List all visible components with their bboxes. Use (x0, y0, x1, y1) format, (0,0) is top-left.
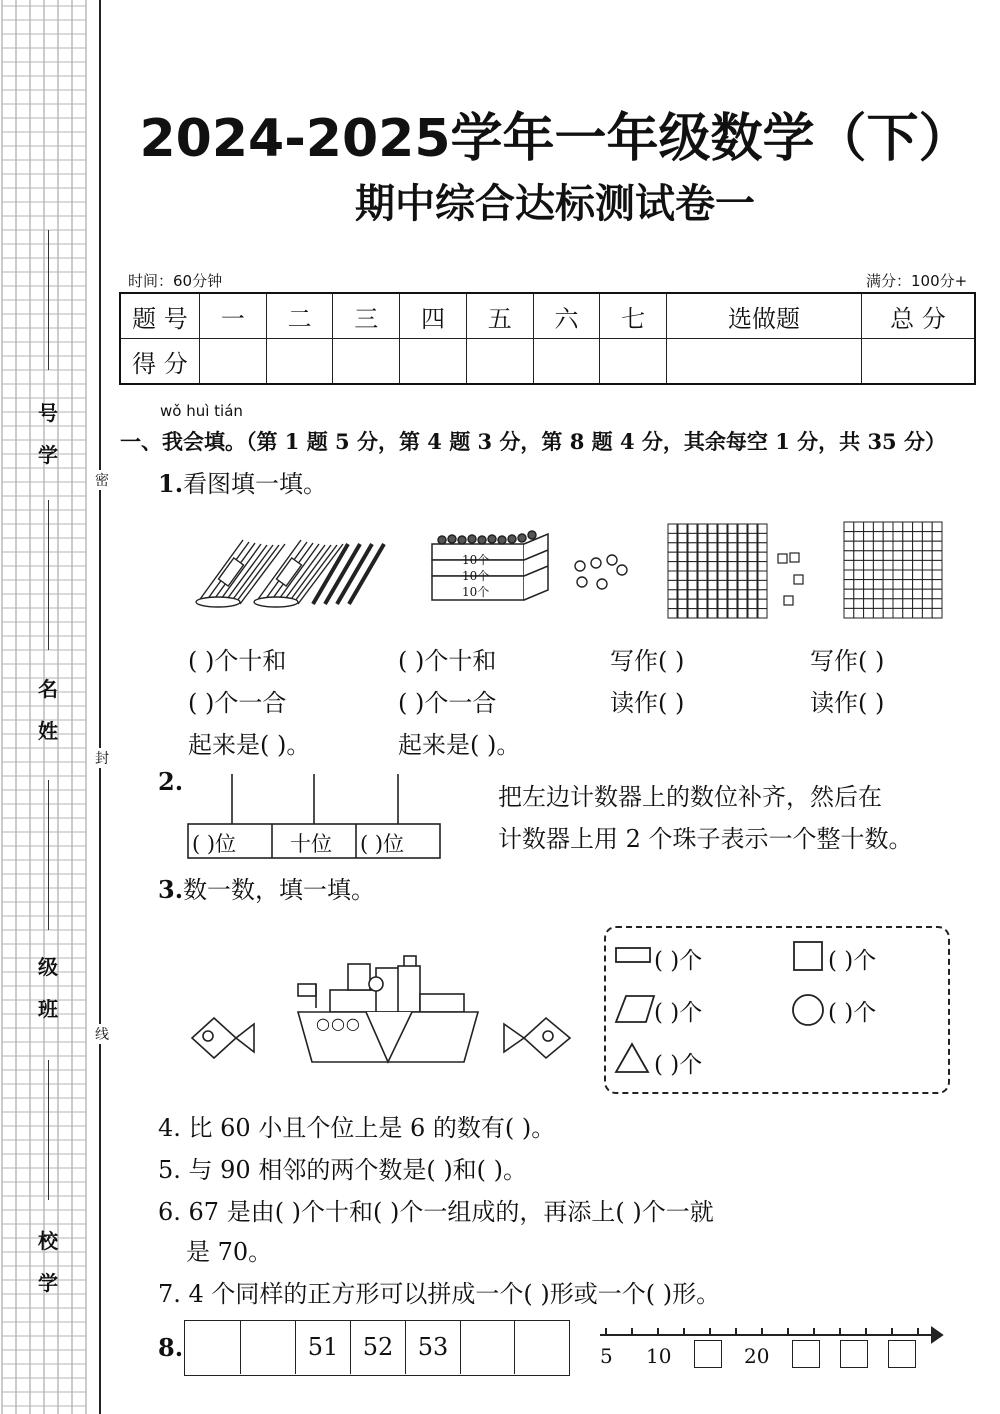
answer-blank-line[interactable]: ( )个十和 (188, 647, 287, 675)
number-line-label: 5 (600, 1344, 613, 1368)
exam-subtitle: 期中综合达标测试卷一 (355, 181, 755, 227)
table-cell: 六 (533, 293, 600, 339)
number-cell: 53 (405, 1320, 460, 1374)
box-label: 10个 (462, 553, 490, 567)
school-char-2: 校 (38, 1229, 58, 1253)
student-no-label (34, 392, 62, 476)
name-line (48, 500, 49, 650)
full-score: 满分：100分+ (866, 272, 968, 290)
q2-instruction (498, 776, 913, 860)
table-cell: 二 (266, 293, 333, 339)
q6-line-2: 是 70。 (186, 1238, 273, 1266)
square-count[interactable]: ( )个 (828, 948, 877, 974)
answer-blank-line[interactable]: ( )个一合 (188, 689, 287, 717)
base-ten-rods-figure (664, 520, 814, 620)
q2-text-line2: 计数器上用 2 个珠子表示一个整十数。 (498, 825, 913, 853)
class-label (34, 946, 62, 1030)
q1-number: 1. (158, 469, 184, 498)
table-cell: 一 (200, 293, 267, 339)
number-cell[interactable] (514, 1320, 569, 1374)
score-input-cell[interactable] (466, 339, 533, 385)
number-cell[interactable] (460, 1320, 515, 1374)
name-char-1: 姓 (38, 719, 58, 743)
ship-and-fish-figure (186, 948, 576, 1068)
fish-icon (192, 1018, 236, 1058)
number-line-answer-box[interactable] (694, 1340, 722, 1368)
score-input-cell[interactable] (400, 339, 467, 385)
hundred-block-figure (842, 520, 944, 620)
q6-line-1[interactable]: 6. 67 是由( )个十和( )个一组成的，再添上( )个一就 (158, 1198, 714, 1226)
q7-line[interactable]: 7. 4 个同样的正方形可以拼成一个( )形或一个( )形。 (158, 1280, 721, 1308)
number-cell: 51 (295, 1320, 350, 1374)
binding-cut-line (99, 0, 101, 1414)
score-table-header-row (120, 293, 975, 339)
student-no-char-2: 号 (38, 401, 58, 425)
answer-blank-line[interactable]: 起来是( )。 (188, 731, 311, 759)
box-label: 10个 (462, 585, 490, 599)
q4-line[interactable]: 4. 比 60 小且个位上是 6 的数有( )。 (158, 1114, 556, 1142)
stacked-boxes-figure (428, 530, 553, 605)
table-cell: 题 号 (120, 293, 200, 339)
q1-answer-col2 (398, 640, 520, 766)
time-limit: 时间：60分钟 (128, 272, 223, 290)
boat-window-circles: ○○○ (316, 1014, 361, 1033)
number-line-label: 10 (646, 1344, 672, 1368)
rectangle-count[interactable]: ( )个 (654, 948, 703, 974)
student-no-char-1: 学 (38, 443, 58, 467)
exam-title: 2024-2025学年一年级数学（下） (139, 109, 971, 169)
circle-count[interactable]: ( )个 (828, 1000, 877, 1026)
number-cell[interactable] (185, 1320, 239, 1374)
q1-prompt (158, 468, 327, 500)
number-cell: 52 (350, 1320, 405, 1374)
school-label (34, 1220, 62, 1304)
score-input-cell[interactable] (266, 339, 333, 385)
section-heading: 一、我会填。（第 1 题 5 分，第 4 题 3 分，第 8 题 4 分，其余每空 1 分，共 35 分） (120, 429, 946, 454)
answer-blank-line[interactable]: ( )个十和 (398, 647, 497, 675)
number-line-answer-box[interactable] (792, 1340, 820, 1368)
box-label: 10个 (462, 569, 490, 583)
loose-circles-figure (568, 554, 632, 592)
q1-answer-col4 (810, 640, 884, 724)
seal-char-feng: 封 (92, 748, 112, 768)
square-icon (794, 942, 822, 970)
abacus-label-tens: 十位 (290, 832, 332, 856)
number-cell[interactable] (240, 1320, 295, 1374)
school-line (48, 1060, 49, 1200)
stick-bundles-figure (188, 532, 398, 612)
rectangle-icon (616, 948, 650, 962)
answer-blank-line[interactable]: 写作( ) (810, 647, 885, 675)
name-label (34, 668, 62, 752)
number-line-label: 20 (744, 1344, 770, 1368)
answer-blank-line[interactable]: 读作( ) (810, 689, 885, 717)
q3-number: 3. (158, 875, 184, 904)
class-char-2: 级 (38, 955, 58, 979)
abacus-label-hundreds[interactable]: ( )位 (360, 832, 405, 856)
triangle-count[interactable]: ( )个 (654, 1052, 703, 1078)
answer-blank-line[interactable]: ( )个一合 (398, 689, 497, 717)
parallelogram-icon (616, 996, 654, 1022)
q2-text-line1: 把左边计数器上的数位补齐，然后在 (498, 783, 882, 811)
answer-blank-line[interactable]: 起来是( )。 (398, 731, 521, 759)
table-cell: 七 (600, 293, 667, 339)
q1-text: 看图填一填。 (183, 470, 328, 498)
score-input-cell[interactable] (862, 339, 976, 385)
table-cell: 总 分 (862, 293, 976, 339)
student-no-line (48, 230, 49, 370)
answer-blank-line[interactable]: 写作( ) (610, 647, 685, 675)
table-cell: 四 (400, 293, 467, 339)
number-line-answer-box[interactable] (840, 1340, 868, 1368)
score-input-cell[interactable] (533, 339, 600, 385)
pinyin-annotation: wǒ huì tián (160, 402, 243, 420)
score-table-score-row (120, 339, 975, 385)
q1-answer-col1 (188, 640, 310, 766)
circle-icon (793, 995, 823, 1025)
name-char-2: 名 (38, 677, 58, 701)
seal-char-xian: 线 (92, 1024, 112, 1044)
score-input-cell[interactable] (200, 339, 267, 385)
box-label-list (462, 552, 489, 600)
score-table (119, 292, 976, 385)
score-input-cell[interactable] (333, 339, 400, 385)
seal-char-mi: 密 (92, 470, 112, 490)
abacus-label-ones[interactable]: ( )位 (192, 832, 237, 856)
score-input-cell[interactable] (667, 339, 862, 385)
school-char-1: 学 (38, 1271, 58, 1295)
q3-text: 数一数，填一填。 (183, 876, 376, 904)
number-line-answer-box[interactable] (888, 1340, 916, 1368)
score-input-cell[interactable] (600, 339, 667, 385)
q2-number: 2. (158, 767, 184, 796)
table-cell: 三 (333, 293, 400, 339)
q1-answer-col3 (610, 640, 684, 724)
table-cell: 得 分 (120, 339, 200, 385)
table-cell: 五 (466, 293, 533, 339)
class-line (48, 780, 49, 930)
parallelogram-count[interactable]: ( )个 (654, 1000, 703, 1026)
q5-line[interactable]: 5. 与 90 相邻的两个数是( )和( )。 (158, 1156, 528, 1184)
q3-prompt (158, 874, 375, 906)
answer-blank-line[interactable]: 读作( ) (610, 689, 685, 717)
triangle-icon (616, 1044, 648, 1072)
class-char-1: 班 (38, 997, 58, 1021)
table-cell: 选做题 (667, 293, 862, 339)
q8-number: 8. (158, 1333, 184, 1362)
